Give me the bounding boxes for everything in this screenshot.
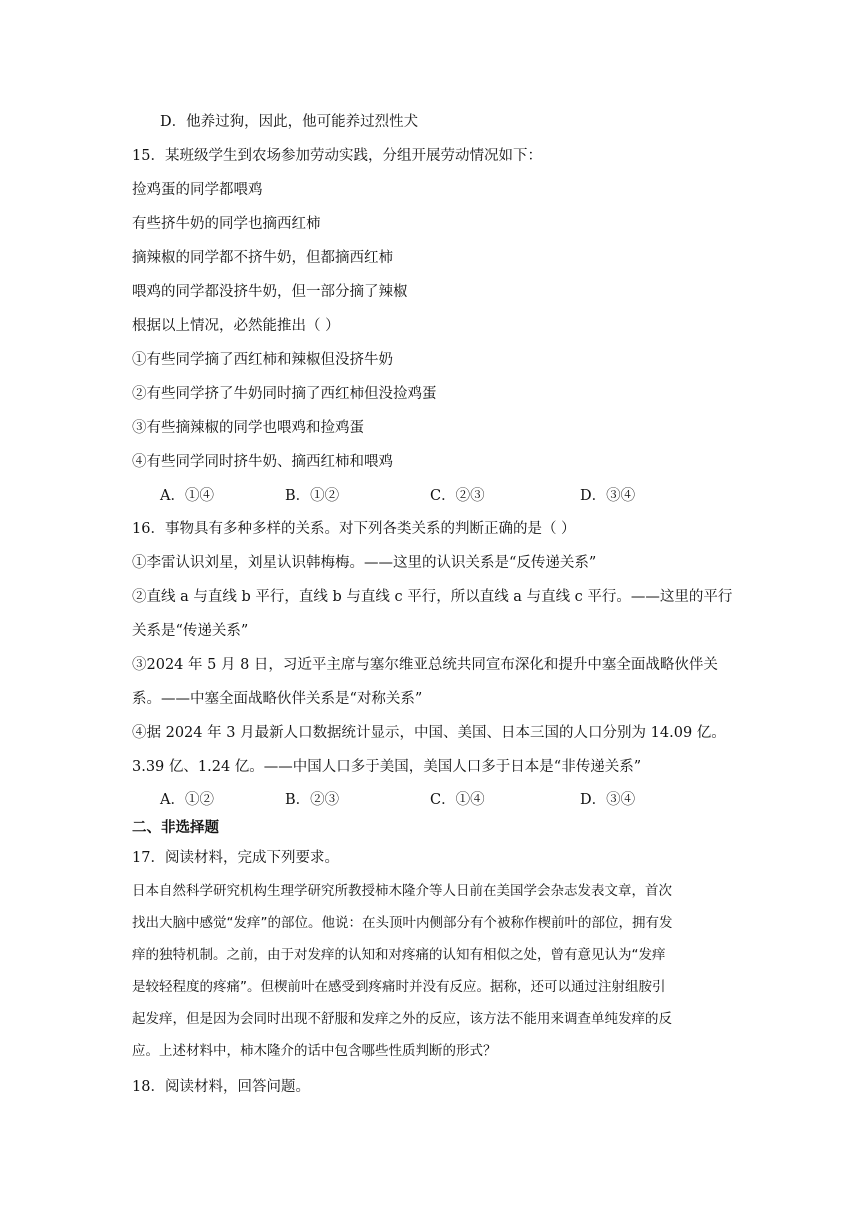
- q15-prompt: 根据以上情况，必然能推出（ ）: [132, 318, 340, 334]
- q15-fact: 有些挤牛奶的同学也摘西红柿: [132, 216, 321, 232]
- q17-material-line: 日本自然科学研究机构生理学研究所教授柿木隆介等人日前在美国学会杂志发表文章，首次: [132, 883, 672, 899]
- q14-option-d: D．他养过狗，因此，他可能养过烈性犬: [160, 114, 419, 130]
- q15-option-b[interactable]: B．①②: [285, 488, 340, 504]
- q15-statement: ②有些同学挤了牛奶同时摘了西红柿但没捡鸡蛋: [132, 386, 437, 402]
- q16-line: 系。——中塞全面战略伙伴关系是“对称关系”: [132, 691, 423, 707]
- q16-option-a[interactable]: A．①②: [160, 792, 214, 808]
- q16-option-c[interactable]: C．①④: [430, 792, 485, 808]
- q16-line: 关系是“传递关系”: [132, 623, 249, 639]
- q17-material-line: 痒的独特机制。之前，由于对发痒的认知和对疼痛的认知有相似之处，曾有意见认为“发痒: [132, 947, 666, 963]
- q17-stem: 17．阅读材料，完成下列要求。: [132, 850, 339, 866]
- q17-material-line: 找出大脑中感觉“发痒”的部位。他说：在头顶叶内侧部分有个被称作楔前叶的部位，拥有发: [132, 915, 673, 931]
- q16-stem: 16．事物具有多种多样的关系。对下列各类关系的判断正确的是（ ）: [132, 521, 576, 537]
- q15-fact: 喂鸡的同学都没挤牛奶，但一部分摘了辣椒: [132, 284, 408, 300]
- q15-statement: ③有些摘辣椒的同学也喂鸡和捡鸡蛋: [132, 420, 364, 436]
- q16-line: ④据 2024 年 3 月最新人口数据统计显示，中国、美国、日本三国的人口分别为 14.09 亿。: [132, 725, 726, 741]
- q15-fact: 捡鸡蛋的同学都喂鸡: [132, 182, 263, 198]
- q15-option-a[interactable]: A．①④: [160, 488, 214, 504]
- section-title: 二、非选择题: [132, 819, 219, 836]
- q17-material-line: 是较轻程度的疼痛”。但楔前叶在感受到疼痛时并没有反应。据称，还可以通过注射组胺引: [132, 979, 666, 995]
- q17-material-line: 起发痒，但是因为会同时出现不舒服和发痒之外的反应，该方法不能用来调查单纯发痒的反: [132, 1011, 672, 1027]
- q16-line: ③2024 年 5 月 8 日，习近平主席与塞尔维亚总统共同宣布深化和提升中塞全面战略伙伴关: [132, 657, 718, 673]
- q15-option-d[interactable]: D．③④: [580, 488, 636, 504]
- q16-line: ②直线 a 与直线 b 平行，直线 b 与直线 c 平行，所以直线 a 与直线 c 平行。——这里的平行: [132, 589, 733, 605]
- q15-statement: ①有些同学摘了西红柿和辣椒但没挤牛奶: [132, 352, 393, 368]
- q17-material-line: 应。上述材料中，柿木隆介的话中包含哪些性质判断的形式？: [132, 1043, 497, 1059]
- q15-statement: ④有些同学同时挤牛奶、摘西红柿和喂鸡: [132, 454, 393, 470]
- q16-line: ①李雷认识刘星，刘星认识韩梅梅。——这里的认识关系是“反传递关系”: [132, 555, 597, 571]
- q15-option-c[interactable]: C．②③: [430, 488, 485, 504]
- q15-fact: 摘辣椒的同学都不挤牛奶，但都摘西红柿: [132, 250, 393, 266]
- q16-line: 3.39 亿、1.24 亿。——中国人口多于美国，美国人口多于日本是“非传递关系”: [132, 759, 642, 775]
- q18-stem: 18．阅读材料，回答问题。: [132, 1079, 310, 1095]
- q16-option-b[interactable]: B．②③: [285, 792, 340, 808]
- q15-stem: 15．某班级学生到农场参加劳动实践，分组开展劳动情况如下：: [132, 148, 542, 164]
- q16-option-d[interactable]: D．③④: [580, 792, 636, 808]
